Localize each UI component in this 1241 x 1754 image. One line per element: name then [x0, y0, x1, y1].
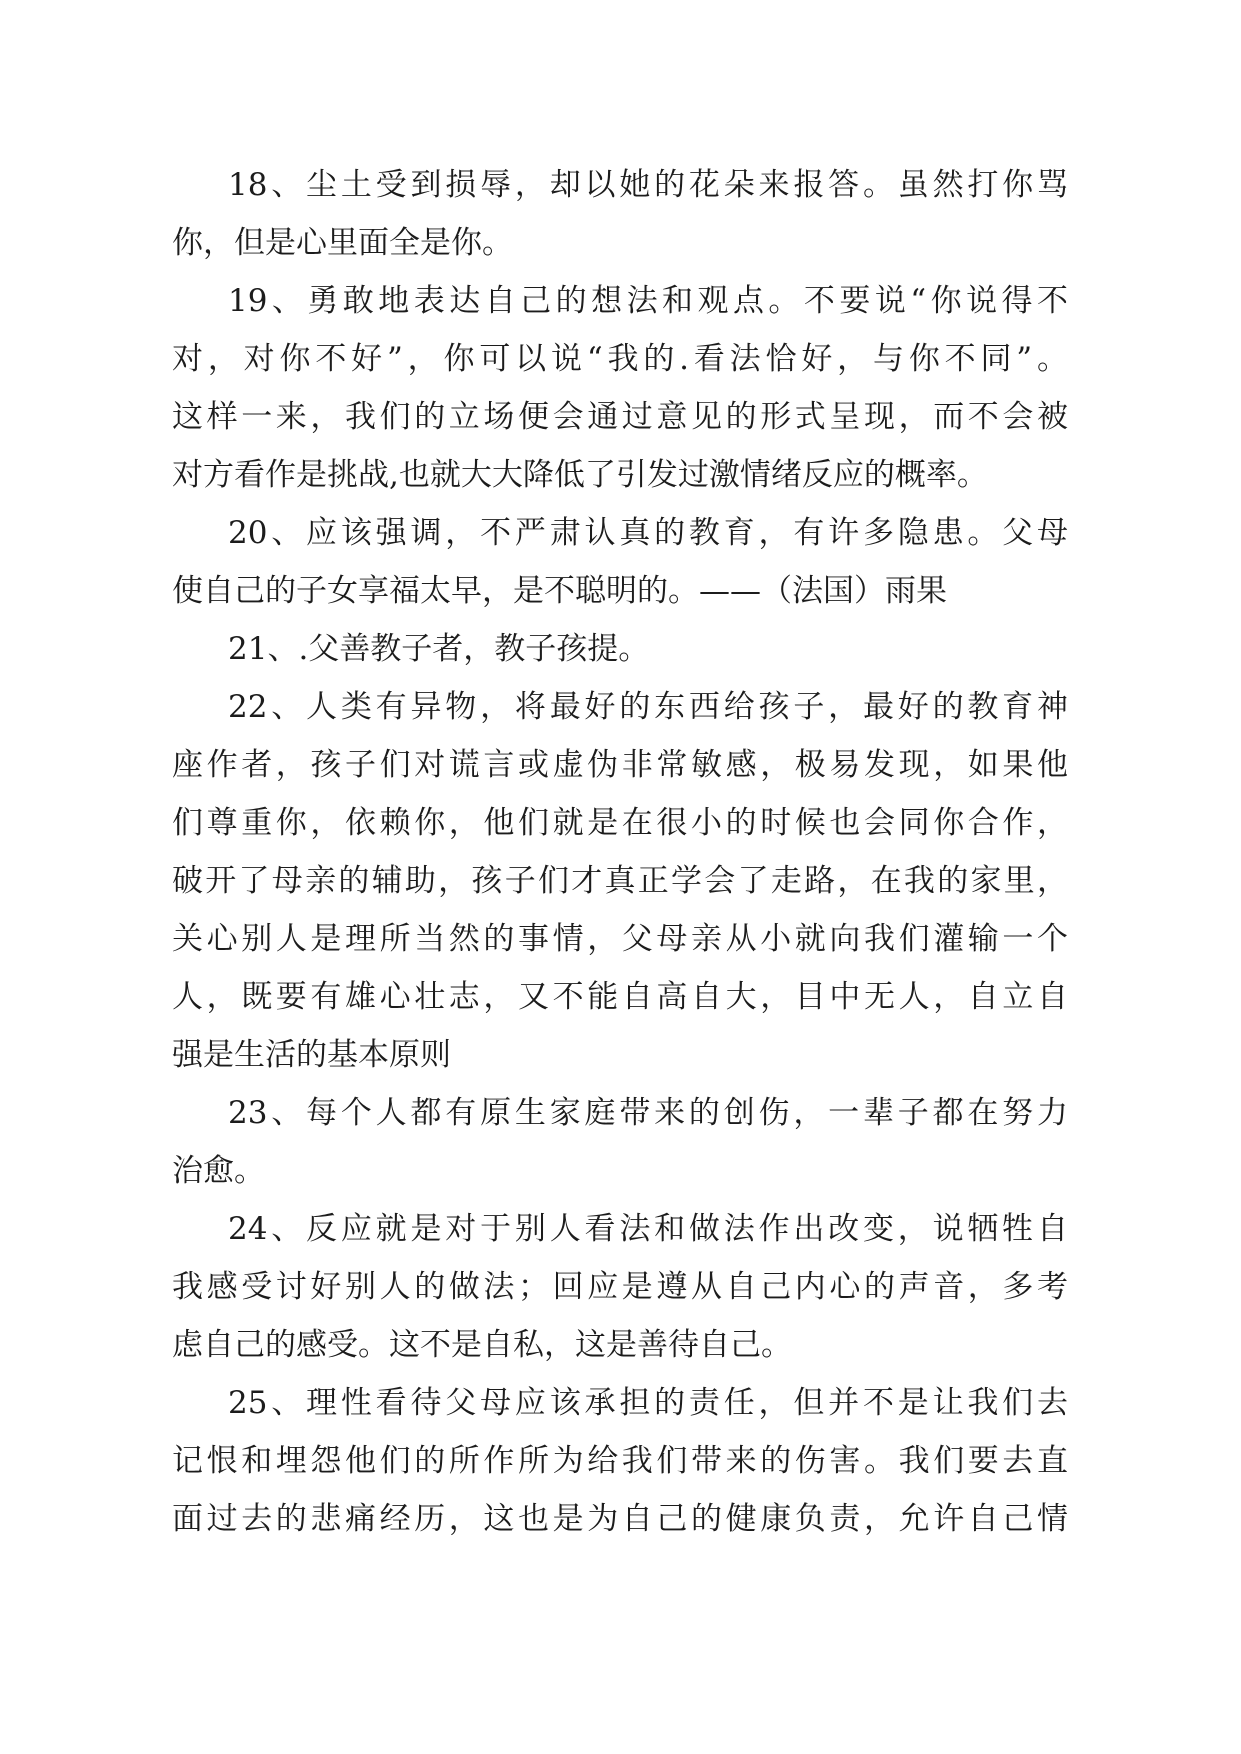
paragraph-line: 23、每个人都有原生家庭带来的创伤，一辈子都在努力 [228, 1095, 1068, 1131]
paragraph-line: 18、尘土受到损辱，却以她的花朵来报答。虽然打你骂 [228, 167, 1068, 203]
paragraph-line: 24、反应就是对于别人看法和做法作出改变，说牺牲自 [228, 1211, 1068, 1247]
paragraph-line: 座作者，孩子们对谎言或虚伪非常敏感，极易发现，如果他 [172, 747, 1068, 783]
paragraph-4 [172, 620, 1068, 678]
paragraph-line: 虑自己的感受。这不是自私，这是善待自己。 [172, 1327, 792, 1363]
paragraph-3 [172, 504, 1068, 620]
paragraph-line: 你，但是心里面全是你。 [172, 225, 513, 261]
paragraph-line: 破开了母亲的辅助，孩子们才真正学会了走路，在我的家里， [172, 863, 1068, 899]
paragraph-line: 对方看作是挑战,也就大大降低了引发过激情绪反应的概率。 [172, 457, 988, 493]
paragraph-8 [172, 1374, 1068, 1548]
paragraph-line: 使自己的子女享福太早，是不聪明的。——（法国）雨果 [172, 573, 947, 609]
paragraph-line: 我感受讨好别人的做法；回应是遵从自己内心的声音，多考 [172, 1269, 1068, 1305]
paragraph-line: 25、理性看待父母应该承担的责任，但并不是让我们去 [228, 1385, 1068, 1421]
paragraph-line: 对，对你不好”，你可以说“我的.看法恰好，与你不同”。 [172, 341, 1068, 377]
paragraph-line: 这样一来，我们的立场便会通过意见的形式呈现，而不会被 [172, 399, 1068, 435]
document-body-text [172, 156, 1068, 1548]
paragraph-1 [172, 156, 1068, 272]
paragraph-5 [172, 678, 1068, 1084]
paragraph-7 [172, 1200, 1068, 1374]
paragraph-line: 人，既要有雄心壮志，又不能自高自大，目中无人，自立自 [172, 979, 1068, 1015]
paragraph-line: 强是生活的基本原则 [172, 1037, 451, 1073]
paragraph-line: 20、应该强调，不严肃认真的教育，有许多隐患。父母 [228, 515, 1068, 551]
paragraph-line: 19、勇敢地表达自己的想法和观点。不要说“你说得不 [228, 283, 1068, 319]
paragraph-2 [172, 272, 1068, 504]
paragraph-line: 治愈。 [172, 1153, 265, 1189]
paragraph-line: 面过去的悲痛经历，这也是为自己的健康负责，允许自己情 [172, 1501, 1068, 1537]
paragraph-line: 21、.父善教子者，教子孩提。 [228, 631, 650, 667]
paragraph-line: 22、人类有异物，将最好的东西给孩子，最好的教育神 [228, 689, 1068, 725]
paragraph-6 [172, 1084, 1068, 1200]
paragraph-line: 记恨和埋怨他们的所作所为给我们带来的伤害。我们要去直 [172, 1443, 1068, 1479]
paragraph-line: 们尊重你，依赖你，他们就是在很小的时候也会同你合作， [172, 805, 1068, 841]
paragraph-line: 关心别人是理所当然的事情，父母亲从小就向我们灌输一个 [172, 921, 1068, 957]
